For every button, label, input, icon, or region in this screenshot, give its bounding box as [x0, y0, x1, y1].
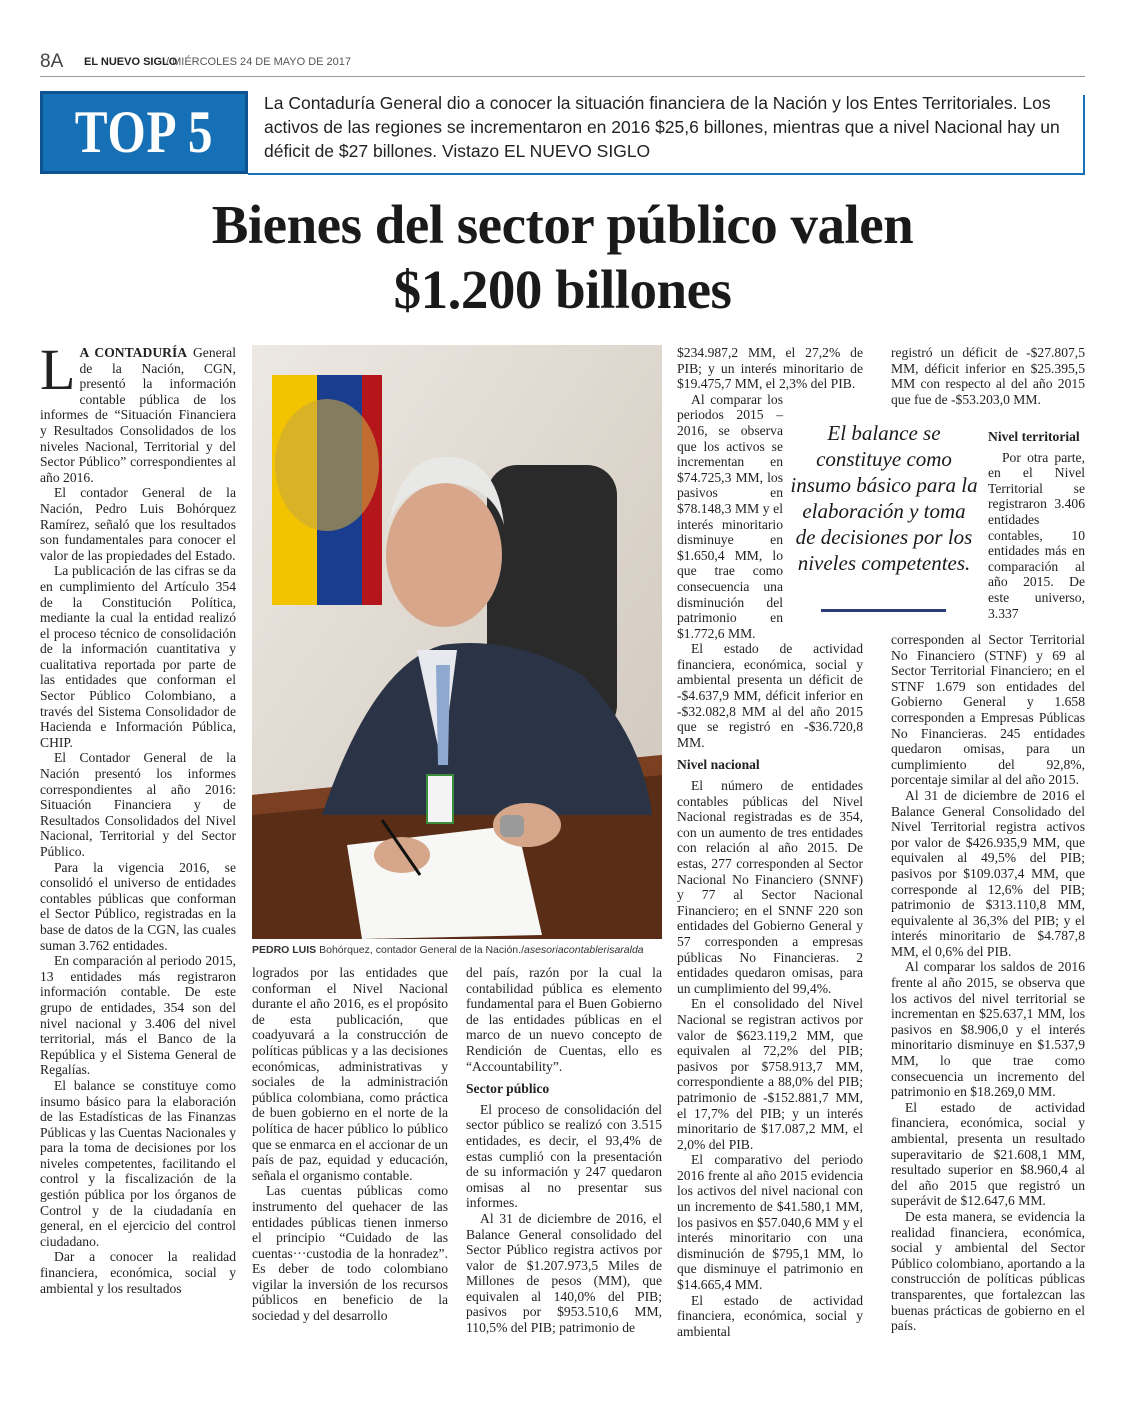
section-badge: [40, 91, 248, 174]
subheading-nivel-territorial: Nivel territorial: [988, 429, 1080, 444]
photo-caption-text: Bohórquez, contador General de la Nación./: [316, 944, 524, 956]
headline: [40, 192, 1085, 322]
article-paragraph: Al comparar los saldos de 2016 frente al año 2015, se observa que los activos del nivel territorial se incrementan en $25.637,1 MM, los pasivos en $8.906,0 y el interés minoritario disminuye en $1.537,9 MM, lo que trae como consecuencia un incremento del patrimonio en $18.269,0 MM.: [891, 959, 1085, 1100]
article-paragraph: En comparación al periodo 2015, 13 entidades más registraron información contable. De este grupo de entidades, 354 son del nivel nacional y 3.406 del nivel territorial, más el Banco de la República y el Sistema General de Regalías.: [40, 953, 236, 1078]
article-column-4-lower: [891, 632, 1085, 1334]
article-paragraph: Al 31 de diciembre de 2016, el Balance General consolidado del Sector Público registra activos por valor de $1.207.973,5 Miles de Millones de pesos (MM), que equivalen al 140,0% del PIB; pasivos por $953.510,6 MM, 110,5% del PIB; patrimonio de: [466, 1210, 662, 1336]
headline-line-2: $1.200 billones: [393, 259, 732, 320]
section-badge-label: TOP 5: [74, 99, 214, 165]
article-paragraph: Las cuentas públicas como instrumento del quehacer de las entidades públicas tienen inmerso el principio “Cuidado de las cuentas···custodia de la honradez”. Es deber de todo colombiano vigilar la inversión de los recursos públicos en beneficio de la sociedad y del desarrollo: [252, 1183, 448, 1324]
article-paragraph: L A CONTADURÍA General de la Nación, CGN, presentó la información contable pública de los informes de “Situación Financiera y Resultados Consolidados de los niveles Nacional, Territorial y del Sector Público” correspondientes al año 2016.: [40, 337, 236, 485]
article-paragraph: El Contador General de la Nación presentó los informes correspondientes al año 2016: Situación Financiera y de Resultados Consolidados del Nivel Nacional, Territorial y del Sector Público.: [40, 750, 236, 859]
page-number: 8A: [40, 51, 64, 72]
headline-line-1: Bienes del sector público valen: [211, 194, 914, 255]
article-column-2b: [466, 965, 662, 1336]
article-paragraph: Por otra parte, en el Nivel Territorial se registraron 3.406 entidades contables, 10 entidades más en comparación al año 2015. De este universo, 3.337: [988, 449, 1085, 621]
article-paragraph: corresponden al Sector Territorial No Financiero (STNF) y 69 al Sector Territorial Financiero; en el STNF 1.679 son entidades del Gobierno General y 1.658 corresponden a Empresas Públicas No Financieras. 245 entidades quedaron omisas, para un cumplimiento del 92,8%, porcentaje similar al del año 2015.: [891, 632, 1085, 788]
summary-text: La Contaduría General dio a conocer la situación financiera de la Nación y los Entes Territoriales. Los activos de las regiones se incrementaron en 2016 $25,6 billones, mientras que a nivel Nacional hay un déficit de $27 billones. Vistazo EL NUEVO SIGLO: [264, 93, 1060, 161]
subheading-sector-publico: Sector público: [466, 1081, 550, 1097]
article-paragraph: $234.987,2 MM, el 27,2% de PIB; y un interés minoritario de $19.475,7 MM, el 2,3% del PIB.: [677, 345, 863, 392]
article-paragraph: logrados por las entidades que conforman el Nivel Nacional durante el año 2016, es el propósito de esta publicación, que coadyuvará a la construcción de políticas públicas y a las decisiones económicas, administrativas y sociales de la administración pública colombiana, como práctica de buen gobierno en el norte de la política de hacer público lo público que se enmarca en el accionar de un país de paz, equidad y educación, señala el organismo contable.: [252, 965, 448, 1183]
pull-quote-rule: [821, 609, 946, 612]
article-paragraph: del país, razón por la cual la contabilidad pública es elemento fundamental para el Buen Gobierno de las entidades públicas en el marco de un nuevo concepto de Rendición de Cuentas, ello es “Accountability”.: [466, 965, 662, 1074]
article-paragraph: El estado de actividad financiera, económica, social y ambiental presenta un déficit de -$4.637,9 MM, déficit inferior en -$32.082,8 MM al del año 2015 que se registró en -$36.720,8 MM.: [677, 641, 863, 750]
article-paragraph: De esta manera, se evidencia la realidad financiera, económica, social y ambiental del Sector Público colombiano, aportando a la construcción de políticas públicas transparentes, que fortalezcan las buenas prácticas de gobierno en el país.: [891, 1208, 1085, 1334]
portrait-illustration: [252, 345, 662, 939]
article-paragraph: El estado de actividad financiera, económica, social y ambiental, presenta un resultado superavitario de $21.608,1 MM, resultado superior en $8.960,4 al del año 2015 que registró un superávit de $12.647,6 MM.: [891, 1099, 1085, 1209]
pull-quote: El balance se constituye como insumo básico para la elaboración y toma de decisiones por los niveles competentes.: [790, 421, 978, 575]
article-column-4-narrow: [988, 422, 1085, 621]
article-paragraph: Dar a conocer la realidad financiera, económica, social y ambiental y los resultados: [40, 1249, 236, 1296]
article-paragraph: El proceso de consolidación del sector público se realizó con 3.515 entidades, es decir, el 93,4% de estas cumplió con la presentación de su información y 247 quedaron omisas al no presentar sus informes.: [466, 1101, 662, 1211]
photo-caption: [252, 944, 672, 956]
photo-caption-lead: PEDRO LUIS: [252, 944, 317, 956]
article-paragraph: El número de entidades contables públicas del Nivel Nacional registradas es de 354, con un aumento de tres entidades con relación al año 2015. De estas, 277 corresponden al Sector Nacional No Financiero (SNNF) y 77 al Sector Nacional Financiero; en el SNNF 220 son entidades del Gobierno General y 57 corresponden a empresas públicas No Financieras. 2 entidades quedaron omisas, para un cumplimiento del 99,4%.: [677, 778, 863, 996]
article-paragraph: El balance se constituye como insumo básico para la elaboración de las Estadísticas de las Finanzas Públicas y las Cuentas Nacionales y para la toma de decisiones por los niveles competentes, facilitando el control y la fiscalización de la gestión pública por los órganos de Control y de la ciudadanía en general, en el ejercicio del control ciudadano.: [40, 1077, 236, 1249]
article-paragraph: El estado de actividad financiera, económica, social y ambiental: [677, 1292, 863, 1339]
article-paragraph: La publicación de las cifras se da en cumplimiento del Artículo 354 de la Constitución Política, mediante la cual la entidad realizó el proceso técnico de consolidación de la información cuantitativa y cualitativa reportada por parte de las entidades que conforman el Sector Público Colombiano, a través del Sistema Consolidador de Hacienda e Información Pública, CHIP.: [40, 563, 236, 750]
article-column-4: [891, 345, 1085, 407]
article-paragraph: En el consolidado del Nivel Nacional se registran activos por valor de $623.119,2 MM, que equivalen al 72,2% del PIB; pasivos por $758.913,7 MM, correspondiente a 88,0% del PIB; patrimonio de -$152.881,7 MM, el 17,7% del PIB; y un interés minoritario de $17.087,2 MM, el 2,0% del PIB.: [677, 996, 863, 1152]
article-paragraph: registró un déficit de -$27.807,5 MM, déficit inferior en $25.395,5 MM con respecto al del año 2015 que fue de -$53.203,0 MM.: [891, 345, 1085, 407]
article-paragraph: Para la vigencia 2016, se consolidó el universo de entidades contables públicas que conforman el Sector Público, registradas en la base de datos de la CGN, las cuales suman 3.762 entidades.: [40, 859, 236, 953]
article-paragraph: El comparativo del periodo 2016 frente al año 2015 evidencia los activos del nivel nacional con un incremento de $41.580,1 MM, los pasivos en $57.040,6 MM y el interés minoritario con una disminución de $795,1 MM, lo que disminuye el patrimonio en $14.665,4 MM.: [677, 1152, 863, 1293]
summary-rule-vertical: [1083, 95, 1085, 174]
publication-name: EL NUEVO SIGLO: [84, 56, 178, 68]
article-photo: [252, 345, 662, 939]
photo-credit: asesoriacontablerisaralda: [523, 944, 644, 956]
article-column-1: [40, 337, 236, 1296]
article-paragraph: Al comparar los periodos 2015 – 2016, se observa que los activos se incrementan en $74.725,3 MM, los pasivos en $78.148,3 MM y el interés minoritario disminuye en $1.650,4 MM, lo que trae como consecuencia una disminución del patrimonio en $1.772,6 MM.: [677, 391, 783, 641]
article-paragraph: El contador General de la Nación, Pedro Luis Bohórquez Ramírez, señaló que los resultados son fundamentales para conocer el valor de las propiedades del Estado.: [40, 485, 236, 563]
article-column-2: [252, 965, 448, 1324]
subheading-nivel-nacional: Nivel nacional: [677, 757, 760, 773]
lead-words: A CONTADURÍA: [79, 345, 188, 360]
publication-date: / MIÉRCOLES 24 DE MAYO DE 2017: [166, 56, 352, 68]
article-paragraph: Al 31 de diciembre de 2016 el Balance General Consolidado del Nivel Territorial registra activos por valor de $426.935,9 MM, que equivalen al 49,5% del PIB; pasivos por $109.037,4 MM, que corresponde al 12,6% del PIB; patrimonio de $313.110,8 MM, equivalente al 36,3% del PIB; y el interés minoritario de $4.787,8 MM, el 0,6% del PIB.: [891, 787, 1085, 959]
summary-rule: [248, 173, 1085, 175]
header-divider: [40, 76, 1085, 77]
drop-cap: L: [40, 337, 76, 402]
